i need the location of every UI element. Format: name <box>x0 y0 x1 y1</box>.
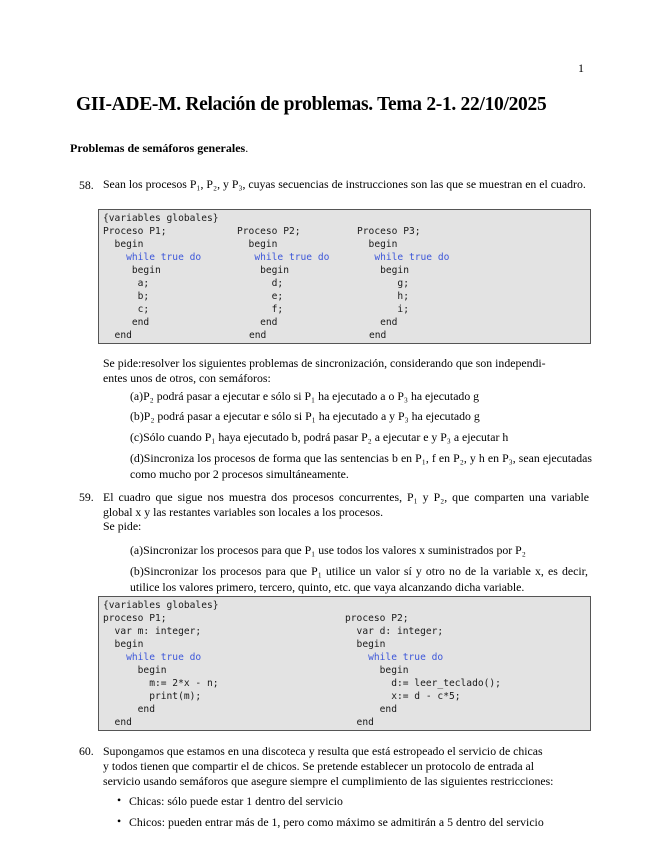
problem-60-number: 60. <box>79 744 94 758</box>
code-59-p1-line: while true do <box>103 652 202 663</box>
code-58-p3-line: begin <box>357 265 409 276</box>
code-58-p3-line: while true do <box>357 252 450 263</box>
document-title: GII-ADE-M. Relación de problemas. Tema 2-1. 22/10/2025 <box>76 94 547 115</box>
code-58-p3-line: begin <box>357 239 398 250</box>
problem-60-line: Supongamos que estamos en una discoteca y resulta que está estropeado el servicio de chicas <box>103 744 543 758</box>
code-59-p1-line: var m: integer; <box>103 626 202 637</box>
code-59-p2-line: x:= d - c*5; <box>345 691 461 702</box>
code-59-p2-line: d:= leer_teclado(); <box>345 678 501 689</box>
section-heading <box>70 141 248 156</box>
problem-60-bullet: Chicos: pueden entrar más de 1, pero como máximo se admitirán a 5 dentro del servicio <box>129 815 544 829</box>
code-59-p1-line: proceso P1; <box>103 613 167 624</box>
problem-59-code-box <box>98 596 591 731</box>
code-58-p2-line: Proceso P2; <box>237 226 301 237</box>
problem-60-bullet: Chicas: sólo puede estar 1 dentro del servicio <box>129 794 343 808</box>
code-59-p1-line: end <box>103 704 155 715</box>
code-58-p3-line: end <box>357 317 398 328</box>
code-59-p2-line: proceso P2; <box>345 613 409 624</box>
code-58-p2-line: while true do <box>237 252 330 263</box>
problem-58-request-line: entes unos de otros, con semáforos: <box>103 371 271 385</box>
code-58-p3-line: end <box>369 330 387 341</box>
code-58-p2-line: f; <box>237 304 284 315</box>
code-58-p1-line: begin <box>103 265 161 276</box>
code-59-p2-line: end <box>345 704 397 715</box>
code-59-p1-line: print(m); <box>103 691 202 702</box>
code-59-header: {variables globales} <box>103 600 219 611</box>
code-59-p1-line: begin <box>103 665 167 676</box>
code-58-p3-line: g; <box>357 278 409 289</box>
problem-59-item-b: (b)Sincronizar los procesos para que P₁ utilice un valor sí y otro no de la variable x, es decir, utilice los valores primero, tercero, quinto, etc. que vaya alcanzando dicha variable. <box>130 564 588 594</box>
code-58-p3-line: i; <box>357 304 409 315</box>
page-number: 1 <box>578 61 584 75</box>
code-58-p3-line: Proceso P3; <box>357 226 421 237</box>
problem-58-item-a: (a)P₂ podrá pasar a ejecutar e sólo si P₁ ha ejecutado a o P₃ ha ejecutado g <box>130 389 480 403</box>
code-59-p2-line: var d: integer; <box>345 626 444 637</box>
code-58-p1-line: end <box>103 317 150 328</box>
code-59-p1-line: end <box>103 717 132 728</box>
code-58-p1-line: end <box>103 330 132 341</box>
problem-58-item-b: (b)P₂ podrá pasar a ejecutar e sólo si P₁ ha ejecutado a y P₃ ha ejecutado g <box>130 409 480 423</box>
problem-59-number: 59. <box>79 490 94 504</box>
code-58-header: {variables globales} <box>103 213 219 224</box>
code-58-p2-line: end <box>249 330 267 341</box>
code-58-p1-line: while true do <box>103 252 202 263</box>
code-58-p2-line: begin <box>237 265 289 276</box>
code-59-p1-line: begin <box>103 639 144 650</box>
code-58-p3-line: h; <box>357 291 409 302</box>
problem-60-line: servicio usando semáforos que asegure siempre el cumplimiento de las siguientes restricciones: <box>103 774 554 788</box>
section-heading-bold: Problemas de semáforos generales <box>70 141 246 155</box>
code-59-p2-line: end <box>345 717 374 728</box>
code-58-p1-line: b; <box>103 291 150 302</box>
problem-59-item-a: (a)Sincronizar los procesos para que P₁ use todos los valores x suministrados por P₂ <box>130 543 526 557</box>
code-58-p2-line: end <box>237 317 278 328</box>
bullet-dot-icon: • <box>117 793 122 807</box>
code-58-p2-line: e; <box>237 291 284 302</box>
code-58-p1-line: a; <box>103 278 150 289</box>
problem-58-code-box <box>98 209 591 344</box>
code-59-p2-line: while true do <box>345 652 444 663</box>
problem-58-item-c: (c)Sólo cuando P₁ haya ejecutado b, podrá pasar P₂ a ejecutar e y P₃ a ejecutar h <box>130 430 509 444</box>
code-58-p1-line: c; <box>103 304 150 315</box>
code-58-p2-line: d; <box>237 278 284 289</box>
problem-58-item-d: (d)Sincroniza los procesos de forma que las sentencias b en P₁, f en P₂, y h en P₃, sean ejecutadas como mucho por 2 procesos simultáneamente. <box>130 451 592 481</box>
problem-58-request-line: Se pide:resolver los siguientes problemas de sincronización, considerando que son independi- <box>103 356 546 370</box>
code-58-p1-line: Proceso P1; <box>103 226 167 237</box>
code-59-p1-line: m:= 2*x - n; <box>103 678 219 689</box>
problem-60-line: y todos tienen que compartir el de chicos. Se pretende establecer un protocolo de entrada al <box>103 759 535 773</box>
problem-59-request: Se pide: <box>103 519 142 533</box>
problem-58-number: 58. <box>79 178 94 192</box>
bullet-dot-icon: • <box>117 814 122 828</box>
code-58-p2-line: begin <box>237 239 278 250</box>
code-58-p1-line: begin <box>103 239 144 250</box>
section-heading-suffix: . <box>245 141 249 155</box>
code-59-p2-line: begin <box>345 639 386 650</box>
code-59-p2-line: begin <box>345 665 409 676</box>
problem-59-intro: El cuadro que sigue nos muestra dos procesos concurrentes, P₁ y P₂, que comparten una variable global x y las restantes variables son locales a los procesos. <box>103 490 589 519</box>
problem-58-intro: Sean los procesos P₁, P₂, y P₃, cuyas secuencias de instrucciones son las que se muestran en el cuadro. <box>103 177 586 191</box>
